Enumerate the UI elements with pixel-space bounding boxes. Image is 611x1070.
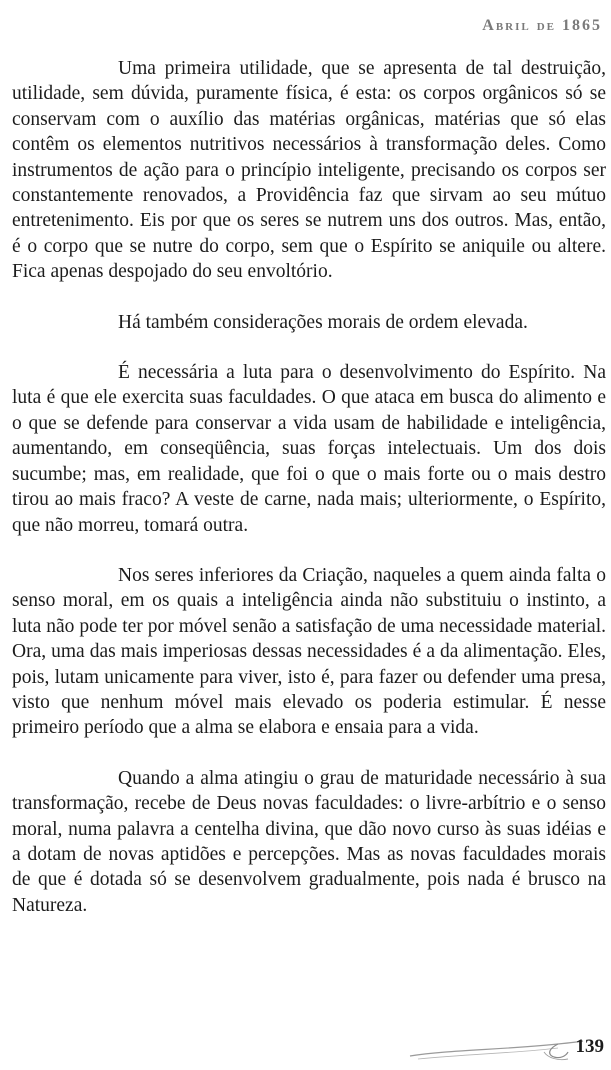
paragraph: Uma primeira utilidade, que se apresenta de tal destruição, utilidade, sem dúvida, puramente física, é esta: os corpos orgânicos só se conservam com o auxílio das matérias orgânicas, matérias que só elas contêm os elementos nutritivos necessários à transformação deles. Como instrumentos de ação para o princípio inteligente, precisando os corpos ser constantemente renovados, a Providência faz que sirvam ao seu mútuo entretenimento. Eis por que os seres se nutrem uns dos outros. Mas, então, é o corpo que se nutre do corpo, sem que o Espírito se aniquile ou altere. Fica apenas despojado do seu envoltório. [12,58,606,283]
paragraph: É necessária a luta para o desenvolvimento do Espírito. Na luta é que ele exercita suas faculdades. O que ataca em busca do alimento e o que se defende para conservar a vida usam de habilidade e inteligência, aumentando, em conseqüência, suas forças intelectuais. Um dos dois sucumbe; mas, em realidade, que foi o que o mais forte ou o mais destro tirou ao mais fraco? A veste de carne, nada mais; ulteriormente, o Espírito, que não morreu, tomará outra. [12,362,606,536]
paragraph: Nos seres inferiores da Criação, naqueles a quem ainda falta o senso moral, em os quais a inteligência ainda não substituiu o instinto, a luta não pode ter por móvel senão a satisfação de uma necessidade material. Ora, uma das mais imperiosas dessas necessidades é a da alimentação. Eles, pois, lutam unicamente para viver, isto é, para fazer ou defender uma presa, visto que nenhum móvel mais elevado os poderia estimular. É nesse primeiro período que a alma se elabora e ensaia para a vida. [12,564,606,739]
paragraph: Há também considerações morais de ordem elevada. [118,311,528,333]
body-text [12,56,606,918]
page-footer [408,1030,608,1064]
page-number: 139 [575,1036,604,1057]
running-header: Abril de 1865 [482,17,602,34]
paragraph: Quando a alma atingiu o grau de maturidade necessário à sua transformação, recebe de Deus novas faculdades: o livre-arbítrio e o senso moral, numa palavra a centelha divina, que dão novo curso às suas idéias e a dotam de novas aptidões e percepções. Mas as novas faculdades morais de que é dotada só se desenvolvem gradualmente, pois nada é brusco na Natureza. [12,767,606,916]
